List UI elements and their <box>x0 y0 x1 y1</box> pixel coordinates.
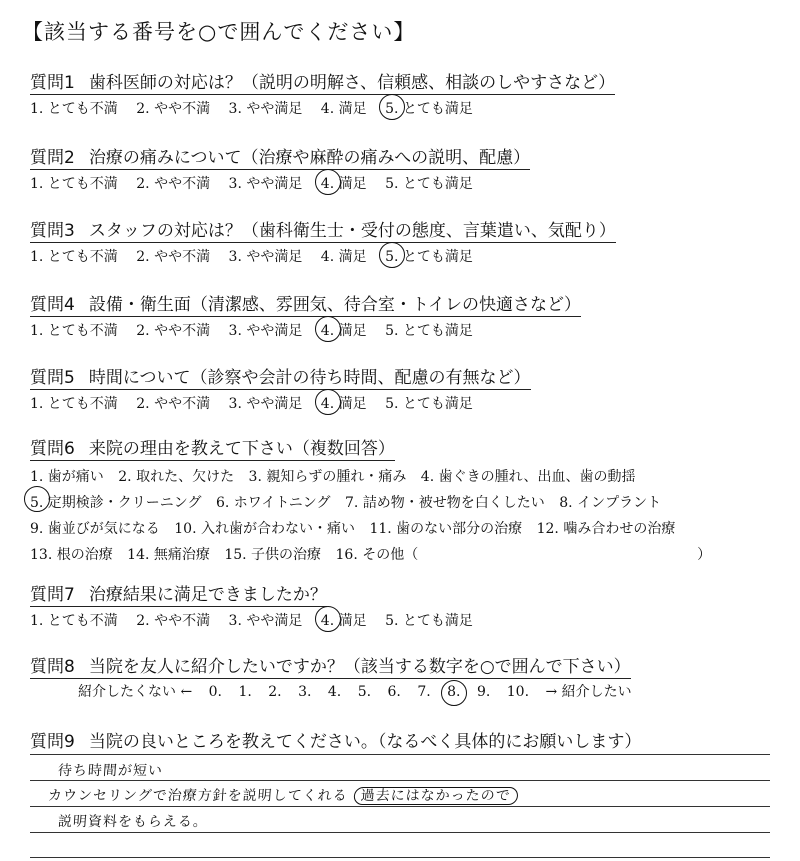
answer-line-2 <box>30 780 770 781</box>
q4-option-1[interactable]: 1. とても不満 <box>30 323 118 339</box>
question-2 <box>30 143 770 193</box>
q1-option-1[interactable]: 1. とても不満 <box>30 101 118 117</box>
q6-option-10[interactable]: 10. 入れ歯が合わない・痛い <box>174 521 355 537</box>
q6-option-3[interactable]: 3. 親知らずの腫れ・痛み <box>248 469 407 485</box>
scale-1[interactable]: 1. <box>238 684 252 700</box>
q5-option-4[interactable]: 4. 満足 <box>321 393 367 413</box>
question-4 <box>30 290 770 340</box>
q6-option-2[interactable]: 2. 取れた、欠けた <box>118 469 235 485</box>
scale-3[interactable]: 3. <box>298 684 312 700</box>
scale-0[interactable]: 0. <box>208 684 222 700</box>
question-3-heading: 質問3 スタッフの対応は？（歯科衛生士・受付の態度、言葉遣い、気配り） <box>30 216 616 243</box>
q1-option-4[interactable]: 4. 満足 <box>320 101 367 117</box>
q6-option-7[interactable]: 7. 詰め物・被せ物を白くしたい <box>345 495 545 511</box>
question-7 <box>30 580 770 630</box>
question-6-options <box>30 464 770 568</box>
question-4-options <box>30 320 770 340</box>
q5-option-1[interactable]: 1. とても不満 <box>30 396 118 412</box>
q6-option-12[interactable]: 12. 噛み合わせの治療 <box>536 521 676 537</box>
question-1-options <box>30 98 770 118</box>
question-1-heading: 質問1 歯科医師の対応は？（説明の明解さ、信頼感、相談のしやすさなど） <box>30 68 615 95</box>
q7-option-4[interactable]: 4. 満足 <box>321 610 367 630</box>
q5-option-3[interactable]: 3. やや満足 <box>228 396 303 412</box>
scale-9[interactable]: 9. <box>476 684 491 700</box>
q7-option-1[interactable]: 1. とても不満 <box>30 613 118 629</box>
q3-option-1[interactable]: 1. とても不満 <box>30 249 118 265</box>
q2-option-5[interactable]: 5. とても満足 <box>385 176 473 192</box>
q2-option-1[interactable]: 1. とても不満 <box>30 176 118 192</box>
answer-line-1 <box>30 754 770 755</box>
q6-option-8[interactable]: 8. インプラント <box>559 495 662 511</box>
q6-option-5[interactable]: 5. 定期検診・クリーニング <box>30 490 202 516</box>
question-6-heading: 質問6 来院の理由を教えて下さい（複数回答） <box>30 434 395 461</box>
q6-options-row-1 <box>30 464 770 490</box>
question-6 <box>30 434 770 568</box>
q6-other-close-paren: ） <box>697 547 712 563</box>
q6-options-row-3 <box>30 516 770 542</box>
q4-option-4[interactable]: 4. 満足 <box>321 320 367 340</box>
q1-option-3[interactable]: 3. やや満足 <box>228 101 303 117</box>
handwritten-answer-2[interactable] <box>47 785 518 805</box>
scale-7[interactable]: 7. <box>417 684 431 700</box>
scale-2[interactable]: 2. <box>268 684 282 700</box>
handwritten-answer-2-text: カウンセリングで治療方針を説明してくれる <box>47 788 349 804</box>
question-7-options <box>30 610 770 630</box>
q3-option-3[interactable]: 3. やや満足 <box>228 249 303 265</box>
answer-line-3 <box>30 806 770 807</box>
recommend-scale <box>78 681 644 701</box>
q6-options-row-4 <box>30 542 770 568</box>
question-8 <box>30 652 770 679</box>
question-8-heading: 質問8 当院を友人に紹介したいですか？（該当する数字を○で囲んで下さい） <box>30 652 631 679</box>
question-5-options <box>30 393 770 413</box>
form-title: 【該当する番号を○で囲んでください】 <box>22 20 416 44</box>
answer-line-4 <box>30 832 770 833</box>
question-4-heading: 質問4 設備・衛生面（清潔感、雰囲気、待合室・トイレの快適さなど） <box>30 290 581 317</box>
question-3 <box>30 216 770 266</box>
q4-option-5[interactable]: 5. とても満足 <box>385 323 473 339</box>
q1-option-5[interactable]: 5. とても満足 <box>385 98 473 118</box>
question-5-heading: 質問5 時間について（診察や会計の待ち時間、配慮の有無など） <box>30 363 531 390</box>
answer-line-5 <box>30 857 770 858</box>
q6-option-6[interactable]: 6. ホワイトニング <box>215 495 331 511</box>
q6-option-13[interactable]: 13. 根の治療 <box>30 547 113 563</box>
handwritten-answer-3[interactable]: 説明資料をもらえる。 <box>57 814 209 830</box>
q1-option-2[interactable]: 2. やや不満 <box>136 101 211 117</box>
q4-option-3[interactable]: 3. やや満足 <box>228 323 303 339</box>
scale-left-label: 紹介したくない ← <box>78 684 193 700</box>
q7-option-3[interactable]: 3. やや満足 <box>228 613 303 629</box>
q5-option-5[interactable]: 5. とても満足 <box>385 396 473 412</box>
question-1 <box>30 68 770 118</box>
scale-4[interactable]: 4. <box>327 684 342 700</box>
scale-6[interactable]: 6. <box>387 684 401 700</box>
q6-option-4[interactable]: 4. 歯ぐきの腫れ、出血、歯の動揺 <box>420 469 636 485</box>
q2-option-3[interactable]: 3. やや満足 <box>228 176 303 192</box>
q6-option-16[interactable]: 16. その他（ <box>335 547 419 563</box>
question-5 <box>30 363 770 413</box>
q2-option-2[interactable]: 2. やや不満 <box>136 176 211 192</box>
q3-option-5[interactable]: 5. とても満足 <box>385 246 473 266</box>
handwritten-answer-1[interactable]: 待ち時間が短い <box>57 763 164 779</box>
scale-8[interactable]: 8. <box>447 684 461 700</box>
question-9 <box>30 727 770 753</box>
q2-option-4[interactable]: 4. 満足 <box>321 173 367 193</box>
handwritten-answer-2-note: 過去にはなかったので <box>353 787 518 805</box>
q6-option-1[interactable]: 1. 歯が痛い <box>30 469 104 485</box>
question-7-heading: 質問7 治療結果に満足できましたか？ <box>30 580 327 607</box>
question-2-options <box>30 173 770 193</box>
scale-10[interactable]: 10. <box>506 684 530 700</box>
question-3-options <box>30 246 770 266</box>
scale-5[interactable]: 5. <box>357 684 372 700</box>
q6-option-11[interactable]: 11. 歯のない部分の治療 <box>369 521 523 537</box>
q4-option-2[interactable]: 2. やや不満 <box>136 323 211 339</box>
q6-option-9[interactable]: 9. 歯並びが気になる <box>30 521 160 537</box>
q5-option-2[interactable]: 2. やや不満 <box>136 396 211 412</box>
q6-options-row-2 <box>30 490 770 516</box>
question-2-heading: 質問2 治療の痛みについて（治療や麻酔の痛みへの説明、配慮） <box>30 143 530 170</box>
q6-option-14[interactable]: 14. 無痛治療 <box>127 547 210 563</box>
q7-option-5[interactable]: 5. とても満足 <box>385 613 473 629</box>
q3-option-4[interactable]: 4. 満足 <box>320 249 367 265</box>
question-9-heading: 質問9 当院の良いところを教えてください。（なるべく具体的にお願いします） <box>30 732 642 752</box>
q7-option-2[interactable]: 2. やや不満 <box>136 613 211 629</box>
scale-right-label: → 紹介したい <box>545 684 632 700</box>
q3-option-2[interactable]: 2. やや不満 <box>136 249 211 265</box>
q6-option-15[interactable]: 15. 子供の治療 <box>224 547 322 563</box>
